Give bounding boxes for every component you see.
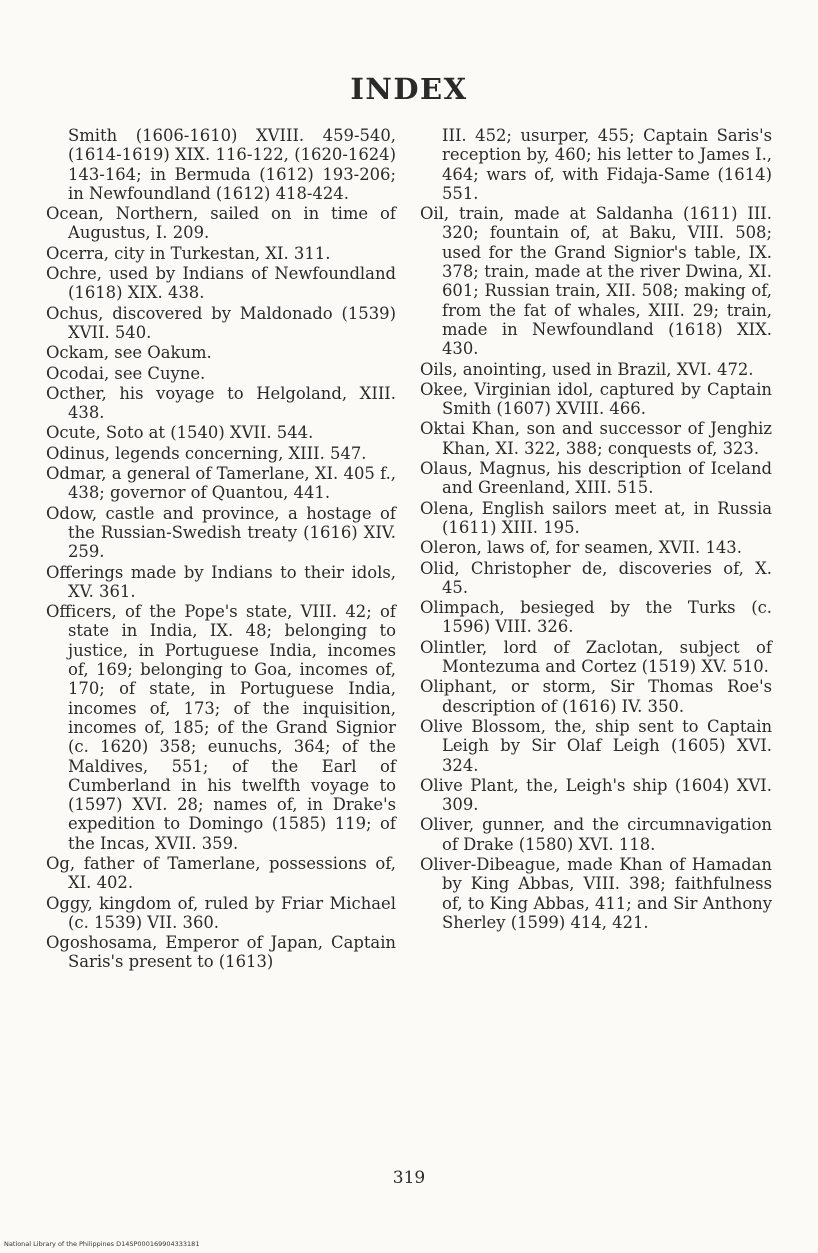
index-entry: Offerings made by Indians to their idols, XV. 361. xyxy=(46,562,396,601)
index-entry: Odow, castle and province, a hostage of the Russian-Swedish treaty (1616) XIV. 259. xyxy=(46,503,396,562)
index-entry: Ochre, used by Indians of Newfoundland (1618) XIX. 438. xyxy=(46,264,396,303)
left-column xyxy=(46,126,396,973)
index-entry: Ogoshosama, Emperor of Japan, Captain Saris's present to (1613) xyxy=(46,933,396,972)
index-entry: Ocute, Soto at (1540) XVII. 544. xyxy=(46,423,314,443)
index-entry: Ochus, discovered by Maldonado (1539) XVII. 540. xyxy=(46,303,396,342)
index-entry: Oliphant, or storm, Sir Thomas Roe's description of (1616) IV. 350. xyxy=(420,677,772,716)
index-entry: Oktai Khan, son and successor of Jenghiz Khan, XI. 322, 388; conquests of, 323. xyxy=(420,419,772,458)
index-entry: Olintler, lord of Zaclotan, subject of Montezuma and Cortez (1519) XV. 510. xyxy=(420,637,772,677)
index-entry: Officers, of the Pope's state, VIII. 42; of state in India, IX. 48; belonging to justice, in Portuguese India, incomes of, 169; belonging to Goa, incomes of, 170; of state, in Portuguese India, incomes of, 173; of the inquisition, incomes of, 185; of the Grand Signior (c. 1620) 358; eunuchs, 364; of the Maldives, 551; of the Earl of Cumberland in his twelfth voyage to (1597) XVI. 28; names of, in Drake's expedition to Domingo (1585) 119; of the Incas, XVII. 359. xyxy=(46,602,396,853)
index-entry: Oliver-Dibeague, made Khan of Hamadan by King Abbas, VIII. 398; faithfulness of, to King Abbas, 411; and Sir Anthony Sherley (1599) 414, 421. xyxy=(420,854,772,932)
index-entry: Olimpach, besieged by the Turks (c. 1596) VIII. 326. xyxy=(420,598,772,637)
right-column xyxy=(420,126,772,933)
index-entry: Smith (1606-1610) XVIII. 459-540, (1614-1619) XIX. 116-122, (1620-1624) 143-164; in Bermuda (1612) 193-206; in Newfoundland (1612) 418-424. xyxy=(68,126,396,203)
index-entry: Ockam, see Oakum. xyxy=(46,343,212,363)
index-entry: Oils, anointing, used in Brazil, XVI. 472. xyxy=(420,359,754,379)
index-entry: Oleron, laws of, for seamen, XVII. 143. xyxy=(420,538,742,558)
index-entry: Ocodai, see Cuyne. xyxy=(46,363,206,383)
index-entry: Ocerra, city in Turkestan, XI. 311. xyxy=(46,243,331,263)
page-title: INDEX xyxy=(350,72,468,106)
index-entry: Og, father of Tamerlane, possessions of, XI. 402. xyxy=(46,853,396,893)
index-entry: Oliver, gunner, and the circumnavigation of Drake (1580) XVI. 118. xyxy=(420,815,772,854)
index-entry: Odinus, legends concerning, XIII. 547. xyxy=(46,443,367,463)
index-entry: Odmar, a general of Tamerlane, XI. 405 f., 438; governor of Quantou, 441. xyxy=(46,464,396,503)
index-entry: Octher, his voyage to Helgoland, XIII. 438. xyxy=(46,383,396,423)
index-entry: Olena, English sailors meet at, in Russia (1611) XIII. 195. xyxy=(420,498,772,537)
index-entry: Oil, train, made at Saldanha (1611) III. 320; fountain of, at Baku, VIII. 508; used for the Grand Signior's table, IX. 378; train, made at the river Dwina, XI. 601; Russian train, XII. 508; making of, from the fat of whales, XIII. 29; train, made in Newfoundland (1618) XIX. 430. xyxy=(420,204,772,359)
index-entry: Olid, Christopher de, discoveries of, X. 45. xyxy=(420,558,772,597)
index-entry: Olive Plant, the, Leigh's ship (1604) XVI. 309. xyxy=(420,775,772,815)
index-entry: Olaus, Magnus, his description of Iceland and Greenland, XIII. 515. xyxy=(420,459,772,498)
index-entry: Ocean, Northern, sailed on in time of Augustus, I. 209. xyxy=(46,204,396,243)
index-entry: III. 452; usurper, 455; Captain Saris's reception by, 460; his letter to James I., 464; wars of, with Fidaja-Same (1614) 551. xyxy=(442,126,772,203)
index-entry: Okee, Virginian idol, captured by Captain Smith (1607) XVIII. 466. xyxy=(420,379,772,419)
library-footer: National Library of the Philippines D14SP000169904333181 xyxy=(4,1240,200,1248)
index-entry: Oggy, kingdom of, ruled by Friar Michael (c. 1539) VII. 360. xyxy=(46,893,396,932)
page-number: 319 xyxy=(392,1168,426,1188)
index-entry: Olive Blossom, the, ship sent to Captain Leigh by Sir Olaf Leigh (1605) XVI. 324. xyxy=(420,716,772,775)
